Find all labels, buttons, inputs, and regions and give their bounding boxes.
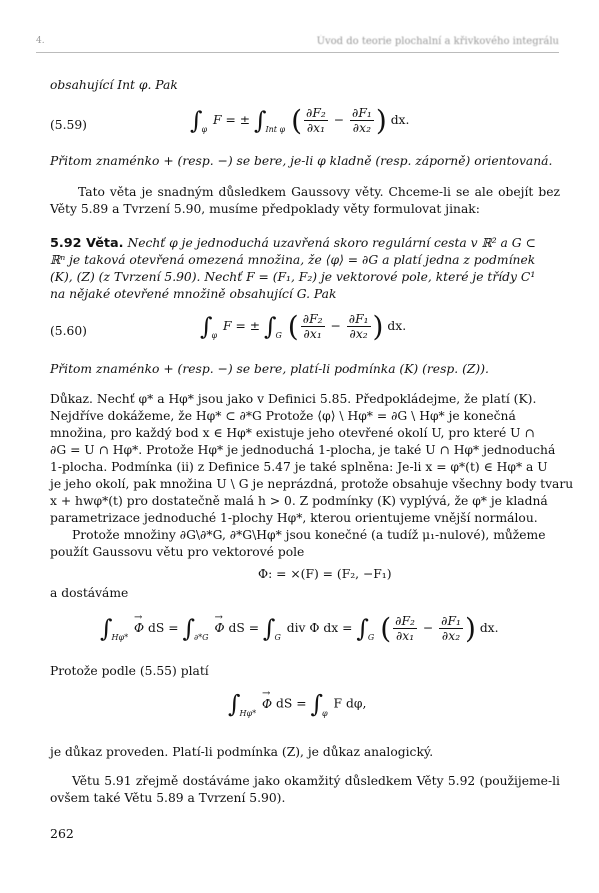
proof-line-3: množina, pro každý bod x ∈ Hφ* existuje jeho otevřené okolí U, pro které U ∩ [50,426,535,440]
closing-paragraph: Větu 5.91 zřejmě dostáváme jako okamžitý důsledkem Věty 5.92 (použijeme-li ovšem také Větu 5.89 a Tvrzení 5.90). [50,774,560,806]
proof-line-5: 1-plocha. Podmínka (ii) z Definice 5.47 je také splněna: Je-li x = φ*(t) ∈ Hφ* a U [50,460,548,474]
equation-559: $\int_\varphi$ F = ± $\int_{Int \varphi}$ ( $\frac{\text{∂F₂}}{\text{∂x₁}}$ − $\frac{\text{∂F₁}}{\text{∂x₂}}$ ) dx. [190,104,410,137]
theorem-5-92 [50,236,536,251]
by-555: Protože podle (5.55) platí [50,664,209,678]
eq-sign: = ± [225,113,251,127]
running-header [36,36,559,53]
proof-line-10: použít Gaussovu větu pro vektorové pole [50,545,305,559]
theorem-line-3: (K), (Z) (z Tvrzení 5.90). Nechť F = (F₁, F₂) je vektorové pole, které je třídy C¹ [50,270,536,284]
header-title: Úvod do teorie plochalní a křivkového integrálu [316,36,559,47]
theorem-label: 5.92 Věta. [50,236,124,251]
equation-gauss: $\int_{H\varphi*} \to \Phi$ dS = $\int_{\partial*G} \to \Phi$ dS = $\int_G$ div Φ dx = $\int_G$ ( $\frac{\text{∂F₂}}{\text{∂x₁}}$ − $\frac{\text{∂F₁}}{\text{∂x₂}}$ ) dx. [100,612,499,645]
equation-final: $\int_{H\varphi*} \to \Phi$ dS = $\int_\varphi$ F dφ, [228,690,366,718]
phi-definition: Φ: = ×(F) = (F₂, −F₁) [258,567,392,581]
proof-line-8: parametrizace jednoduché 1-plochy Hφ*, kterou orientujeme vnější normálou. [50,511,538,525]
theorem-line-1: Nechť φ je jednoduchá uzavřená skoro regulární cesta v ℝ² a G ⊂ [127,236,536,250]
intro-line: obsahující Int φ. Pak [50,78,178,92]
header-chapter: 4. [36,36,45,46]
integral-domain: Int φ [265,125,286,134]
integral-domain: φ [201,125,208,134]
sign-rule-2: Přitom znaménko + (resp. −) se bere, platí-li podmínka (K) (resp. (Z)). [50,362,489,376]
proof-line-1: Důkaz. Nechť φ* a Hφ* jsou jako v Definici 5.85. Předpokládejme, že platí (K). [50,392,537,406]
proof-line-6: je jeho okolí, pak množina U \ G je neprázdná, protože obsahuje všechny body tvaru [50,477,574,491]
page-number: 262 [50,826,74,841]
theorem-line-4: na nějaké otevřené množině obsahující G. Pak [50,287,337,301]
proof-line-2: Nejdříve dokážeme, že Hφ* ⊂ ∂*G Protože ⟨φ⟩ \ Hφ* = ∂G \ Hφ* je konečná [50,409,516,423]
theorem-line-2: ℝⁿ je taková otevřená omezená množina, že ⟨φ⟩ = ∂G a platí jedna z podmínek [50,253,536,267]
eq-label-559: (5.59) [50,118,87,132]
integral-sign: ∫ [190,106,203,135]
and-we-get: a dostáváme [50,586,129,600]
equation-560: $\int_\varphi$ F = ± $\int_G$ ( $\frac{\text{∂F₂}}{\text{∂x₁}}$ − $\frac{\text{∂F₁}}{\text{∂x₂}}$ ) dx. [200,310,407,343]
proof-line-4: ∂G = U ∩ Hφ*. Protože Hφ* je jednoduchá 1-plocha, je také U ∩ Hφ* jednoduchá [50,443,556,457]
sign-rule-1: Přitom znaménko + (resp. −) se bere, je-li φ kladně (resp. záporně) orientovaná. [50,154,553,168]
proof-line-7: x + hwφ*(t) pro dostatečně malá h > 0. Z podmínky (K) vyplývá, že φ* je kladná [50,494,548,508]
proof-line-9: Protože množiny ∂G\∂*G, ∂*G\Hφ* jsou konečné (a tudíž μ₁-nulové), můžeme [72,528,546,542]
proof-end: je důkaz proveden. Platí-li podmínka (Z), je důkaz analogický. [50,745,434,759]
eq-lhs: F [213,113,222,127]
integral-sign: ∫ [253,106,267,135]
fraction: $\frac{\text{∂F₁}}{\text{∂x₂}}$ [352,105,372,135]
eq-label-560: (5.60) [50,324,87,338]
eq-dx: dx. [390,113,410,127]
intro-paragraph: Tato věta je snadným důsledkem Gaussovy věty. Chceme-li se ale obejít bez Věty 5.89 a Tvrzení 5.90, musíme předpoklady věty formulovat jinak: [50,185,560,217]
fraction: $\frac{\text{∂F₂}}{\text{∂x₁}}$ [306,105,326,135]
